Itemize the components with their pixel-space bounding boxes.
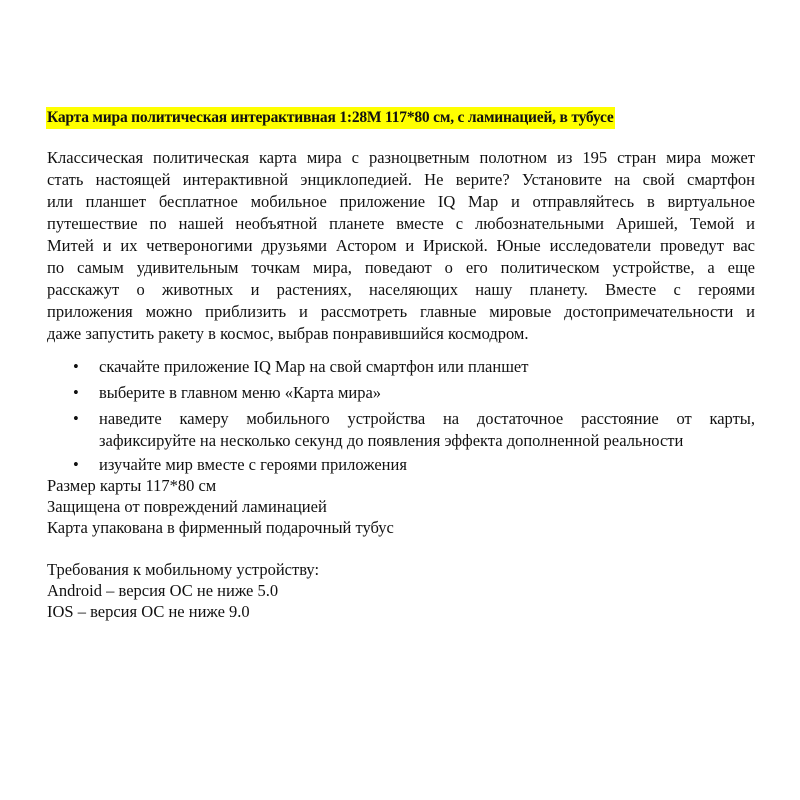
bullet-icon: • (73, 383, 79, 402)
description-line: даже запустить ракету в космос, выбрав понравившийся космодром. (47, 324, 529, 343)
bullet-icon: • (73, 357, 79, 376)
description-line: стать настоящей интерактивной энциклопедией. Не верите? Установите на свой смартфон (47, 170, 755, 189)
requirement-ios: IOS – версия ОС не ниже 9.0 (47, 602, 250, 621)
list-item: выберите в главном меню «Карта мира» (99, 383, 382, 402)
description-line: или планшет бесплатное мобильное приложение IQ Map и отправляйтесь в виртуальное (47, 192, 755, 211)
list-item-continuation: зафиксируйте на несколько секунд до появления эффекта дополненной реальности (99, 431, 684, 450)
product-title: Карта мира политическая интерактивная 1:28M 117*80 см, с ламинацией, в тубусе (46, 107, 615, 129)
feature-line: Размер карты 117*80 см (47, 476, 217, 495)
feature-line: Карта упакована в фирменный подарочный тубус (47, 518, 394, 537)
description-line: расскажут о животных и растениях, населяющих нашу планету. Вместе с героями (47, 280, 755, 299)
description-line: по самым удивительным точкам мира, поведают о его политическом устройстве, а еще (47, 258, 755, 277)
feature-line: Защищена от повреждений ламинацией (47, 497, 327, 516)
description-line: Митей и их четвероногими друзьями Астором и Ириской. Юные исследователи проведут вас (47, 236, 755, 255)
list-item: изучайте мир вместе с героями приложения (99, 455, 407, 474)
description-line: путешествие по нашей необъятной планете вместе с любознательными Аришей, Темой и (47, 214, 755, 233)
requirements-heading: Требования к мобильному устройству: (47, 560, 320, 579)
bullet-icon: • (73, 409, 79, 428)
requirement-android: Android – версия ОС не ниже 5.0 (47, 581, 279, 600)
list-item: скачайте приложение IQ Map на свой смартфон или планшет (99, 357, 529, 376)
description-line: приложения можно приблизить и рассмотреть главные мировые достопримечательности и (47, 302, 755, 321)
description-line: Классическая политическая карта мира с разноцветным полотном из 195 стран мира может (47, 148, 755, 167)
list-item: наведите камеру мобильного устройства на достаточное расстояние от карты, (99, 409, 755, 428)
bullet-icon: • (73, 455, 79, 474)
